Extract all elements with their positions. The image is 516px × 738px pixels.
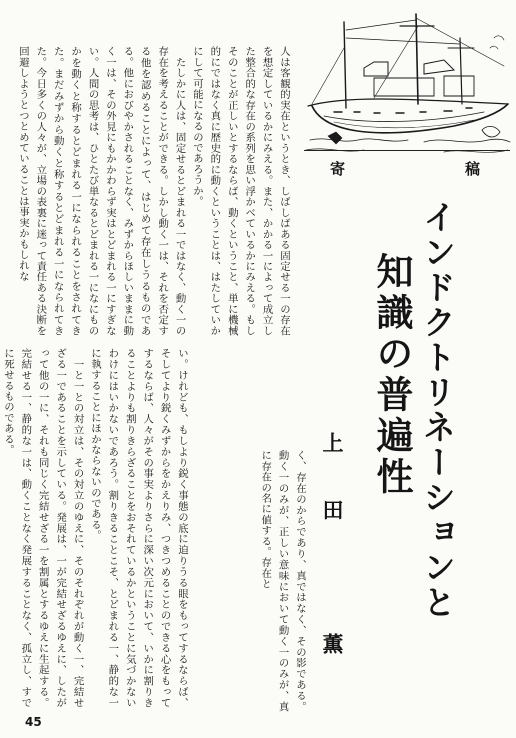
harbor-ship-illustration xyxy=(304,8,512,158)
body-text-upper: 人は客観的実在というとき、しばしばある固定せる一の存在を想定しているかにみえる。また、かかる一によって成立した整合的な存在の系列を思い浮かべているかにみえる。もしそのことが正しいとするならば、動くということ、単に機械的にではなく真に歴史的に動くということは、はたしていかにして可能になるのであろうか。 たしかに人は、固定せるとどまれる一ではなく、動く一の存在を考えることができる。しかし動く一は、それを否定する他を認めることによって、はじめて存在しうるものである。他におびやかされることなく、みずからほしいままに動く一は、その外見にもかかわらず実はとどまれる一にすぎない。人間の思考は、ひとたび単なるとどまれる一になにものかを動くと称するとどまれる一になられることをされてきた。まだみずから動くと称するとどまれる一になられてきた。今日多くの人々が、立場の表裏に迷って責任ある決断を回避しようとつとめていることは事実かもしれな xyxy=(16,46,290,336)
page-number: 45 xyxy=(25,715,42,729)
header-divider xyxy=(304,150,510,151)
section-label-char-2: 稿 xyxy=(464,160,480,178)
article-title-line-1: インドクトリネーションと xyxy=(418,200,457,620)
body-text-lower-left: い。けれども、もしより鋭く事態の底に迫りうる眼をもってするならば、そしてより鋭くみずからをかえりみ、つきつめることのできる心をもってするならば、人々がその事実よりさらに深い次元において、いかに割りきることよりも割りきらざることをおそれているかということに気づかないわけにはいかないであろう。割りきることこそ、とどまれる一、静的な一に執することにほかならないのである。 一と一との対立は、その対立のゆえに、そのそれぞれが動く一、完結せざる一であることを示している。発展は、一が完結せざるゆえに、したがって他の一に、それも同じく完結せざる一を割属とするゆえに生起する。完結せる一、静的な一は、動くことなく発展することなく、孤立し、すでに死せるものである。 xyxy=(1,348,188,708)
author-name: 上田 薫 xyxy=(320,432,344,700)
section-label xyxy=(330,158,480,179)
article-title-line-2: 知識の普遍性 xyxy=(370,252,413,498)
section-label-char-1: 寄 xyxy=(330,160,346,178)
body-text-lower-right: く、存在のからであり、真ではなく、その影である。動く一のみが、正しい意味において動く一のみが、真に存在の名に値する。存在と xyxy=(259,450,306,712)
